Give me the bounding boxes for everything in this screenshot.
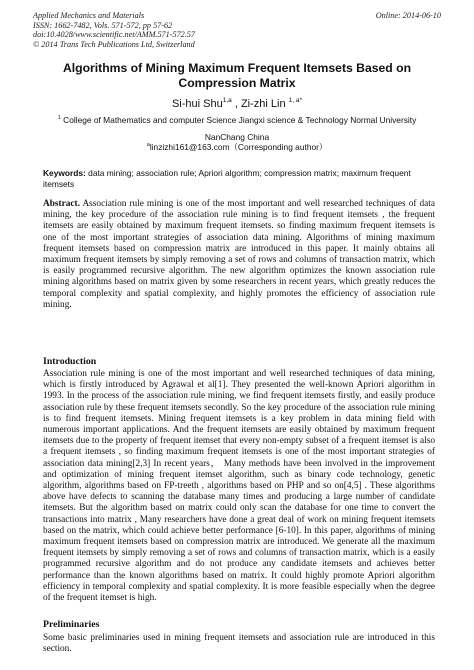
affiliation-line-2: NanChang China <box>204 132 270 142</box>
copyright-line: © 2014 Trans Tech Publications Ltd, Switzerland <box>33 39 195 49</box>
corresponding-email <box>40 140 434 153</box>
abstract-label: Abstract. <box>43 199 80 209</box>
preliminaries-text: Some basic preliminaries used in mining frequent itemsets and association rule are introduced in this section. <box>43 633 435 655</box>
journal-header <box>33 11 293 49</box>
email-text: linzizhi161@163.com（Corresponding author） <box>149 142 328 152</box>
author-line: Si-hui Shu$^{1,a}$ , Zi-zhi Lin $^{1, a*}$ <box>171 97 303 110</box>
keywords-text: data mining; association rule; Apriori algorithm; compression matrix; maximum frequent itemsets <box>43 168 411 189</box>
affiliation-line-1: College of Mathematics and computer Science Jiangxi science & Technology Normal University <box>63 115 417 125</box>
keywords-label: Keywords: <box>43 168 86 178</box>
abstract-text: Association rule mining is one of the most important and well researched techniques of data mining, the key procedure of the association rule mining is to find frequent itemsets , the frequent itemsets are easily obtained by maximum frequent itemsets. so finding maximum frequent itemsets is one of the most important strategies of association data mining. Algorithms of mining maximum frequent itemsets based on compression matrix are introduced in this paper. It mainly obtains all maximum frequent itemsets by simply removing a set of rows and columns of transaction matrix, which is easily programmed recursive algorithm. The new algorithm optimizes the known association rule mining algorithms based on matrix given by some researchers in recent years, which greatly reduces the temporal complexity and spatial complexity, and highly promotes the efficiency of association rule mining. <box>43 199 436 310</box>
issn-line: ISSN: 1662-7482, Vols. 571-572, pp 57-62 <box>33 20 173 30</box>
author-1-name: Si-hui Shu <box>171 98 223 110</box>
keywords <box>43 168 435 190</box>
doi-line: doi:10.4028/www.scientific.net/AMM.571-572.57 <box>33 30 195 40</box>
author-1-marker: 1,a <box>222 97 232 104</box>
online-date: Online: 2014-06-10 <box>375 11 441 20</box>
introduction-text: Association rule mining is one of the most important and well researched techniques of data mining, which is firstly introduced by Agrawal et al[1]. They presented the well-known Apriori algorithm in 1993. In the process of the association rule mining, we find frequent itemsets firstly, and easily produce association rule by these frequent itemsets secondly. So the key procedure of the association rule mining is to find frequent itemsets. Mining frequent itemsets is a key problem in data mining field with numerous important applications. And the frequent itemsets are easily obtained by maximum frequent itemsets due to the property of frequent itemset that every non-empty subset of a frequent itemset is also a frequent itemsets , so finding maximum frequent itemsets is one of the most important strategies of association data mining[2,3] In recent years， Many methods have been involved in the improvement and optimization of mining frequent itemset algorithm, such as binary code technology, genetic algorithm, algorithms based on FP-treeth , algorithms based on PHP and so on[4,5] . These algorithms above have defects to scanning the database many times and producing a large number of candidate itemsets. But the algorithm based on matrix could only scan the database for one time to convert the transactions into matrix , Many researchers have done a great deal of work on mining frequent itemsets based on the matrix, which could achieve better performance [6-10]. In this paper, algorithms of mining maximum frequent itemsets based on compression matrix are introduced. We generate all the maximum frequent itemsets by simply removing a set of rows and columns of transaction matrix, which is a easily programmed recursive algorithm and do not produce any candidate itemsets and achieves better performance than the known algorithms based on matrix. It could highly promote Apriori algorithm efficiency in temporal complexity and spatial complexity. It is more feasible especially when the degree of the frequent itemset is high. <box>43 369 435 604</box>
affiliation-marker: 1 <box>57 115 61 121</box>
author-2-name: Zi-zhi Lin <box>240 98 286 110</box>
preliminaries-heading: Preliminaries <box>43 619 100 630</box>
email-marker: a <box>146 142 150 148</box>
abstract <box>43 199 435 311</box>
journal-name: Applied Mechanics and Materials <box>33 11 145 20</box>
paper-title: Algorithms of Mining Maximum Frequent Itemsets Based on Compression Matrix <box>62 61 412 90</box>
author-2-marker: 1, a* <box>288 97 303 104</box>
introduction-heading: Introduction <box>43 356 97 367</box>
